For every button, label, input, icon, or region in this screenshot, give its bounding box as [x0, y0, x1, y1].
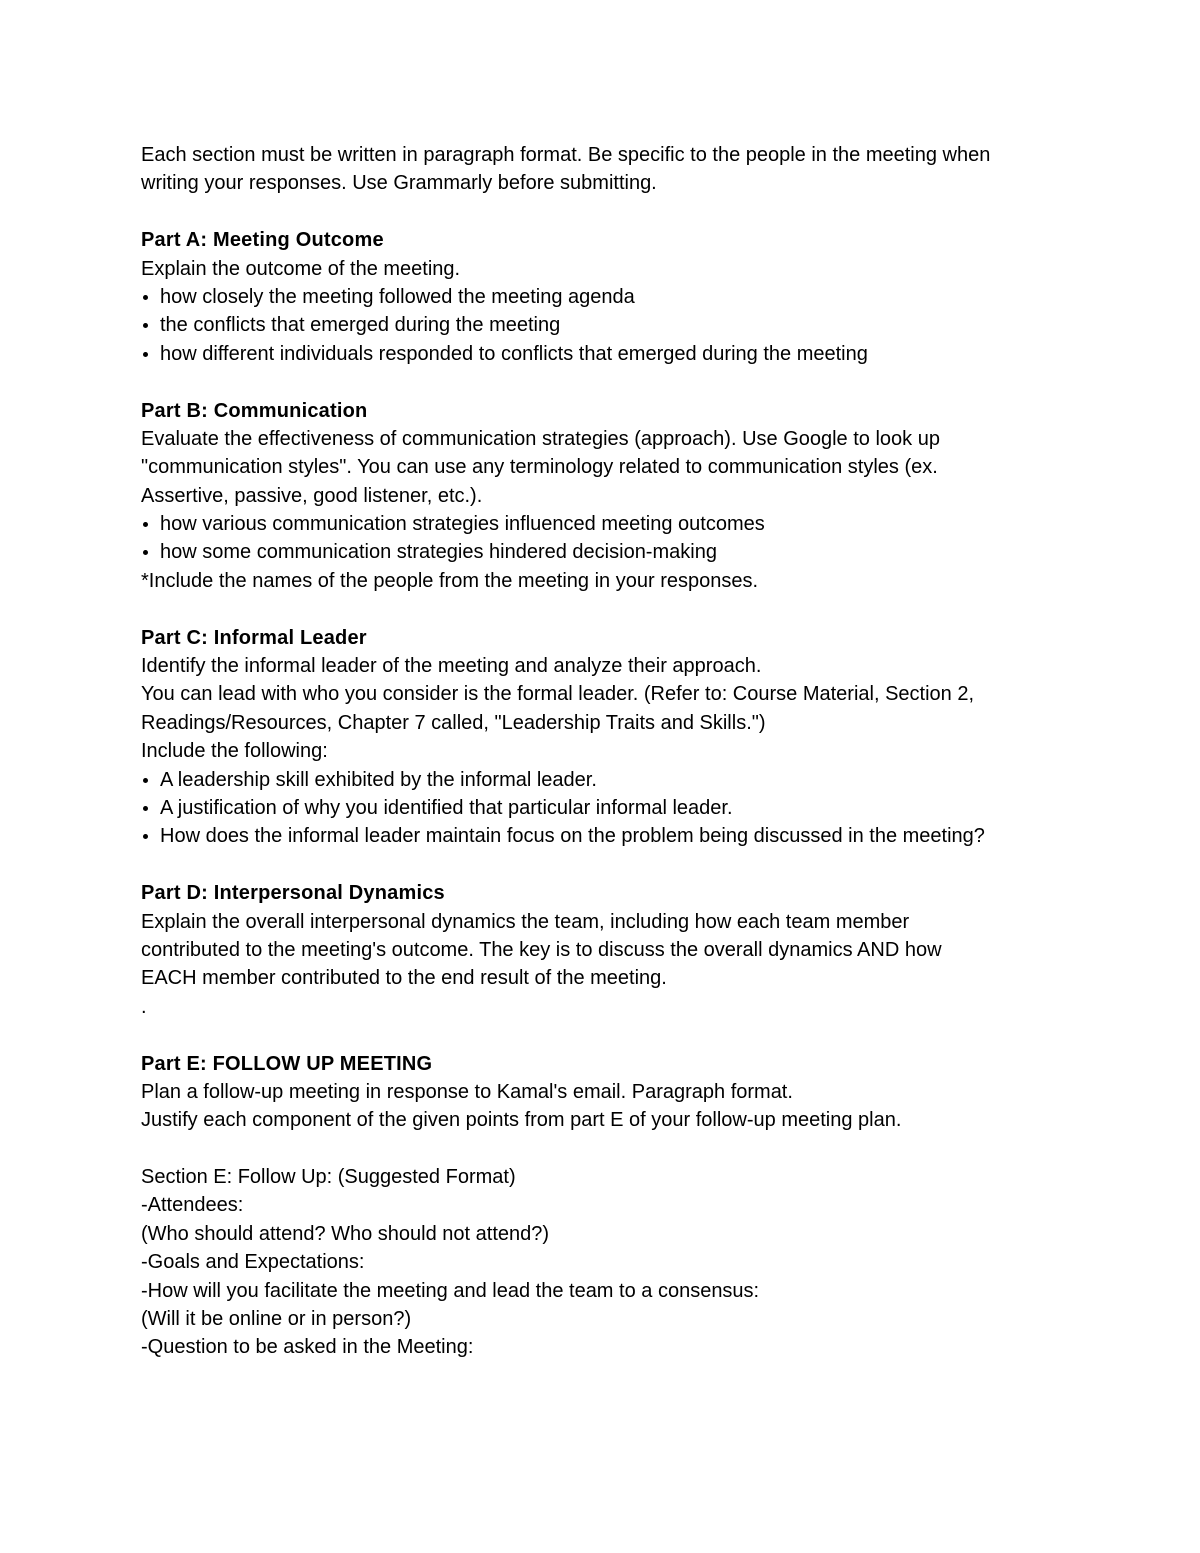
list-item-text: A justification of why you identified that particular informal leader. [160, 796, 733, 819]
list-item-text: how some communication strategies hindered decision-making [160, 541, 717, 564]
list-item-text: how closely the meeting followed the meeting agenda [160, 285, 635, 308]
part-e-text: Plan a follow-up meeting in response to Kamal's email. Paragraph format. [141, 1080, 793, 1103]
section-part-c [141, 624, 1071, 851]
part-d-text: Explain the overall interpersonal dynamics the team, including how each team member [141, 910, 910, 933]
part-c-text: Readings/Resources, Chapter 7 called, "Leadership Traits and Skills.") [141, 711, 766, 734]
part-b-text: Assertive, passive, good listener, etc.). [141, 484, 483, 507]
bullet-icon [141, 822, 160, 850]
list-item [141, 311, 1071, 339]
part-d-text: EACH member contributed to the end result of the meeting. [141, 967, 667, 990]
section-part-b [141, 397, 1071, 596]
bullet-icon [141, 311, 160, 339]
format-line: (Who should attend? Who should not attend?) [141, 1222, 550, 1245]
part-e-text: Justify each component of the given points from part E of your follow-up meeting plan. [141, 1109, 902, 1132]
section-part-e [141, 1050, 1071, 1362]
section-part-a [141, 226, 1071, 368]
intro-line: Each section must be written in paragraph format. Be specific to the people in the meeting when [141, 144, 991, 166]
part-c-text: Include the following: [141, 740, 328, 763]
part-d-text: contributed to the meeting's outcome. The key is to discuss the overall dynamics AND how [141, 938, 942, 961]
list-item [141, 794, 1071, 822]
part-a-heading: Part A: Meeting Outcome [141, 229, 384, 252]
list-item-text: How does the informal leader maintain focus on the problem being discussed in the meeting? [160, 825, 985, 848]
list-item [141, 766, 1071, 794]
list-item-text: how various communication strategies influenced meeting outcomes [160, 513, 765, 536]
list-item-text: how different individuals responded to conflicts that emerged during the meeting [160, 342, 868, 365]
format-line: -Attendees: [141, 1194, 244, 1217]
format-line: -Goals and Expectations: [141, 1251, 365, 1274]
bullet-icon [141, 340, 160, 368]
list-item [141, 283, 1071, 311]
part-d-heading: Part D: Interpersonal Dynamics [141, 882, 445, 905]
section-part-d [141, 879, 1071, 1021]
bullet-icon [141, 510, 160, 538]
format-line: (Will it be online or in person?) [141, 1308, 412, 1331]
document-page [141, 141, 1071, 1362]
part-b-note: *Include the names of the people from the meeting in your responses. [141, 569, 759, 592]
bullet-icon [141, 283, 160, 311]
part-b-text: Evaluate the effectiveness of communication strategies (approach). Use Google to look up [141, 427, 940, 450]
list-item-text: A leadership skill exhibited by the informal leader. [160, 768, 597, 791]
bullet-icon [141, 794, 160, 822]
format-line: -How will you facilitate the meeting and lead the team to a consensus: [141, 1279, 760, 1302]
list-item [141, 510, 1071, 538]
format-line: -Question to be asked in the Meeting: [141, 1336, 474, 1359]
intro-line: writing your responses. Use Grammarly before submitting. [141, 172, 657, 195]
part-b-heading: Part B: Communication [141, 399, 368, 422]
part-e-heading: Part E: FOLLOW UP MEETING [141, 1052, 433, 1075]
format-line: Section E: Follow Up: (Suggested Format) [141, 1166, 516, 1189]
part-d-text: . [141, 995, 147, 1018]
list-item [141, 538, 1071, 566]
list-item [141, 340, 1071, 368]
part-b-text: "communication styles". You can use any terminology related to communication styles (ex. [141, 456, 938, 479]
list-item [141, 822, 1071, 850]
bullet-icon [141, 766, 160, 794]
part-a-text: Explain the outcome of the meeting. [141, 257, 461, 280]
bullet-icon [141, 538, 160, 566]
intro-paragraph [141, 141, 1071, 198]
list-item-text: the conflicts that emerged during the meeting [160, 314, 561, 337]
part-c-text: You can lead with who you consider is the formal leader. (Refer to: Course Material, Section 2, [141, 683, 975, 706]
part-c-heading: Part C: Informal Leader [141, 626, 367, 649]
part-c-text: Identify the informal leader of the meeting and analyze their approach. [141, 655, 762, 678]
